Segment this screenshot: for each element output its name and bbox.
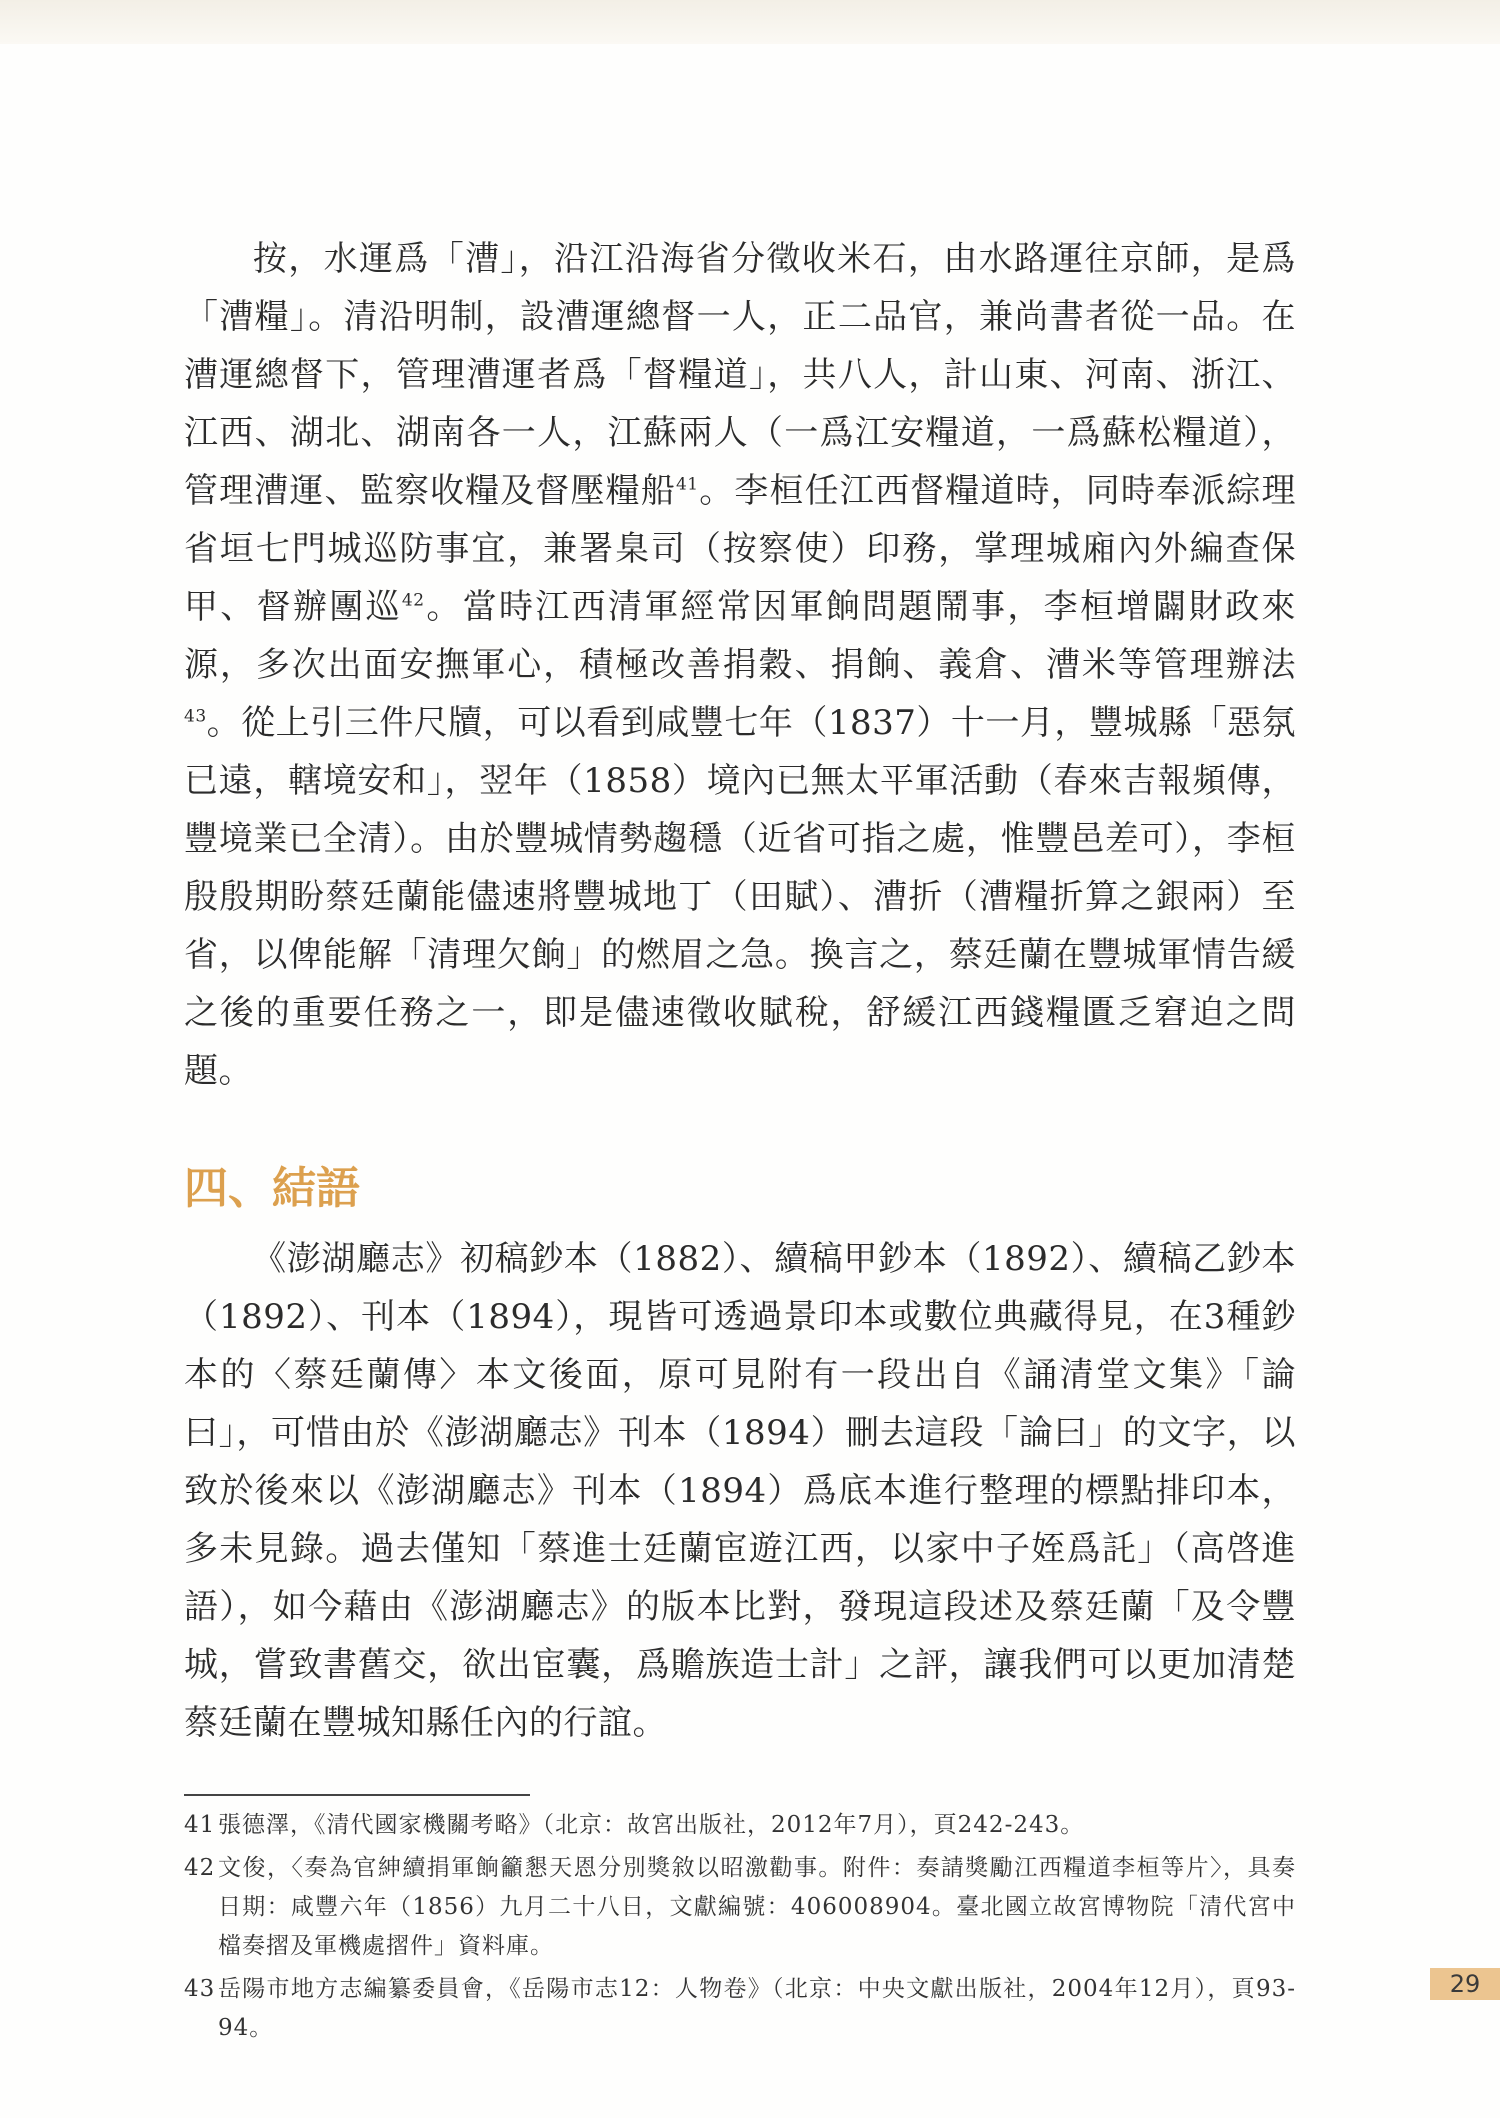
page-content (184, 230, 1296, 2052)
footnote-text: 岳陽市地方志編纂委員會，《岳陽市志12：人物卷》（北京：中央文獻出版社，2004年12月），頁93-94。 (218, 1976, 1296, 2041)
footnotes (184, 1806, 1296, 2048)
paragraph-1-text-part-1: 按，水運爲「漕」，沿江沿海省分徵收米石，由水路運往京師，是爲「漕糧」。清沿明制，設漕運總督一人，正二品官，兼尚書者從一品。在漕運總督下，管理漕運者爲「督糧道」，共八人，計山東、河南、浙江、江西、湖北、湖南各一人，江蘇兩人（一爲江安糧道，一爲蘇松糧道），管理漕運、監察收糧及督壓糧船 (184, 239, 1296, 511)
footnote-divider (184, 1794, 530, 1796)
body-paragraph-2 (184, 1230, 1296, 1752)
page-number: 29 (1430, 1968, 1500, 2000)
footnote-item (184, 1806, 1296, 1845)
footnote-number: 41 (184, 1812, 216, 1838)
footnote-ref-41: 41 (675, 474, 699, 495)
footnote-number: 43 (184, 1976, 216, 2002)
paragraph-2-text: 《澎湖廳志》初稿鈔本（1882）、續稿甲鈔本（1892）、續稿乙鈔本（1892）、刊本（1894），現皆可透過景印本或數位典藏得見，在3種鈔本的〈蔡廷蘭傳〉本文後面，原可見附有一段出自《誦清堂文集》「論曰」，可惜由於《澎湖廳志》刊本（1894）刪去這段「論曰」的文字，以致於後來以《澎湖廳志》刊本（1894）爲底本進行整理的標點排印本，多未見錄。過去僅知「蔡進士廷蘭宦遊江西，以家中子姪爲託」（高啓進語），如今藉由《澎湖廳志》的版本比對，發現這段述及蔡廷蘭「及令豐城，嘗致書舊交，欲出宦囊，爲贍族造士計」之評，讓我們可以更加清楚蔡廷蘭在豐城知縣任內的行誼。 (184, 1239, 1296, 1743)
section-heading: 四、結語 (184, 1163, 360, 1214)
footnote-number: 42 (184, 1855, 216, 1881)
footnote-text: 文俊，〈奏為官紳續捐軍餉籲懇天恩分別獎敘以昭激勸事。附件：奏請獎勵江西糧道李桓等片〉，具奏日期：咸豐六年（1856）九月二十八日，文獻編號：406008904。臺北國立故宮博物院「清代宮中檔奏摺及軍機處摺件」資料庫。 (218, 1855, 1296, 1959)
paragraph-1-text-part-4: 。從上引三件尺牘，可以看到咸豐七年（1837）十一月，豐城縣「惡氛已遠，轄境安和」，翌年（1858）境內已無太平軍活動（春來吉報頻傳，豐境業已全清）。由於豐城情勢趨穩（近省可指之處，惟豐邑差可），李桓殷殷期盼蔡廷蘭能儘速將豐城地丁（田賦）、漕折（漕糧折算之銀兩）至省，以俾能解「清理欠餉」的燃眉之急。換言之，蔡廷蘭在豐城軍情告緩之後的重要任務之一，即是儘速徵收賦稅，舒緩江西錢糧匱乏窘迫之問題。 (184, 703, 1296, 1091)
footnote-ref-43: 43 (184, 706, 207, 727)
footnote-item (184, 1970, 1296, 2048)
paragraph-1-text-part-2: 。李桓任江西督糧道時，同時奉派綜理省垣七門城巡防事宜，兼署臬司（按察使）印務，掌理城廂內外編查保甲、督辦團巡 (184, 471, 1296, 627)
footnote-item (184, 1849, 1296, 1966)
body-paragraph-1 (184, 230, 1296, 1100)
paragraph-1-text-part-3: 。當時江西清軍經常因軍餉問題鬧事，李桓增闢財政來源，多次出面安撫軍心，積極改善捐穀、捐餉、義倉、漕米等管理辦法 (184, 587, 1297, 685)
footnote-text: 張德澤，《清代國家機關考略》（北京：故宮出版社，2012年7月），頁242-243。 (218, 1812, 1085, 1838)
page-top-band (0, 0, 1500, 44)
footnote-ref-42: 42 (401, 590, 425, 611)
